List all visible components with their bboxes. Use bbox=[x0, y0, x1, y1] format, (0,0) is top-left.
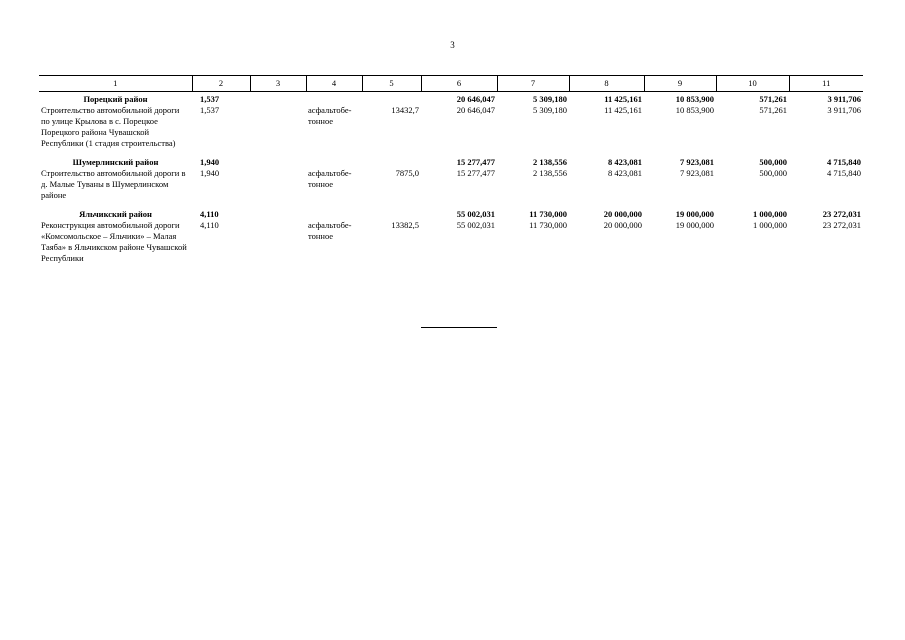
value-cell: 20 000,000 bbox=[603, 209, 642, 219]
col-header: 9 bbox=[644, 76, 716, 92]
value-cell: 7 923,081 bbox=[680, 168, 714, 178]
project-name: Строительство автомобильной дороги по улице Крылова в с. Порецкое Порецкого района Чувашской Республики (1 стадия строительства) bbox=[41, 105, 180, 148]
col-header: 1 bbox=[39, 76, 192, 92]
value-cell: 500,000 bbox=[759, 157, 787, 167]
value-cell: 571,261 bbox=[759, 94, 787, 104]
value-cell: 8 423,081 bbox=[608, 157, 642, 167]
length-cell: 4,110 bbox=[200, 209, 219, 219]
col-header: 2 bbox=[192, 76, 250, 92]
value-cell: 2 138,556 bbox=[533, 157, 567, 167]
value-cell: 10 853,900 bbox=[675, 94, 714, 104]
col-header: 7 bbox=[497, 76, 569, 92]
surface-type: асфальтобе-тонное bbox=[308, 105, 352, 126]
project-row bbox=[39, 220, 863, 270]
col-header: 6 bbox=[421, 76, 497, 92]
value-cell: 19 000,000 bbox=[675, 220, 714, 230]
total-cell: 15 277,477 bbox=[456, 157, 495, 167]
header-row bbox=[39, 76, 863, 92]
col-header: 3 bbox=[250, 76, 306, 92]
value-cell: 1 000,000 bbox=[753, 209, 787, 219]
value-cell: 3 911,706 bbox=[827, 94, 861, 104]
col-header: 4 bbox=[306, 76, 362, 92]
district-name: Шумерлинский район bbox=[72, 157, 159, 167]
col-header: 8 bbox=[569, 76, 644, 92]
length-cell: 1,537 bbox=[200, 105, 220, 115]
value-cell: 11 425,161 bbox=[604, 105, 642, 115]
district-row bbox=[39, 155, 863, 168]
district-row bbox=[39, 92, 863, 106]
total-cell: 55 002,031 bbox=[456, 209, 495, 219]
area-cell: 13382,5 bbox=[391, 220, 419, 230]
project-row bbox=[39, 105, 863, 155]
district-name: Яльчикский район bbox=[79, 209, 152, 219]
value-cell: 1 000,000 bbox=[753, 220, 787, 230]
value-cell: 2 138,556 bbox=[533, 168, 567, 178]
value-cell: 10 853,900 bbox=[675, 105, 714, 115]
area-cell: 7875,0 bbox=[395, 168, 419, 178]
value-cell: 4 715,840 bbox=[827, 157, 861, 167]
end-rule bbox=[421, 327, 497, 328]
length-cell: 1,940 bbox=[200, 168, 220, 178]
value-cell: 8 423,081 bbox=[608, 168, 642, 178]
col-header: 10 bbox=[716, 76, 789, 92]
value-cell: 500,000 bbox=[759, 168, 787, 178]
value-cell: 11 730,000 bbox=[529, 220, 567, 230]
project-name: Строительство автомобильной дороги в д. Малые Туваны в Шумерлинском районе bbox=[41, 168, 186, 200]
area-cell: 13432,7 bbox=[391, 105, 419, 115]
value-cell: 20 000,000 bbox=[603, 220, 642, 230]
total-cell: 20 646,047 bbox=[456, 105, 495, 115]
total-cell: 55 002,031 bbox=[456, 220, 495, 230]
total-cell: 15 277,477 bbox=[456, 168, 495, 178]
value-cell: 3 911,706 bbox=[827, 105, 861, 115]
value-cell: 23 272,031 bbox=[822, 209, 861, 219]
col-header: 11 bbox=[789, 76, 863, 92]
value-cell: 11 730,000 bbox=[529, 209, 567, 219]
value-cell: 19 000,000 bbox=[675, 209, 714, 219]
surface-type: асфальтобе-тонное bbox=[308, 220, 352, 241]
page-number: 3 bbox=[450, 40, 455, 50]
length-cell: 1,940 bbox=[200, 157, 220, 167]
value-cell: 4 715,840 bbox=[827, 168, 861, 178]
district-name: Порецкий район bbox=[83, 94, 148, 104]
value-cell: 5 309,180 bbox=[533, 105, 567, 115]
value-cell: 11 425,161 bbox=[604, 94, 642, 104]
total-cell: 20 646,047 bbox=[456, 94, 495, 104]
value-cell: 23 272,031 bbox=[822, 220, 861, 230]
road-funding-table bbox=[39, 75, 863, 270]
project-name: Реконструкция автомобильной дороги «Комсомольское – Яльчики» – Малая Таяба» в Яльчикском районе Чувашской Республики bbox=[41, 220, 187, 263]
col-header: 5 bbox=[362, 76, 421, 92]
surface-type: асфальтобе-тонное bbox=[308, 168, 352, 189]
value-cell: 7 923,081 bbox=[680, 157, 714, 167]
value-cell: 5 309,180 bbox=[533, 94, 567, 104]
project-row bbox=[39, 168, 863, 207]
value-cell: 571,261 bbox=[759, 105, 787, 115]
length-cell: 1,537 bbox=[200, 94, 220, 104]
length-cell: 4,110 bbox=[200, 220, 219, 230]
district-row bbox=[39, 207, 863, 220]
